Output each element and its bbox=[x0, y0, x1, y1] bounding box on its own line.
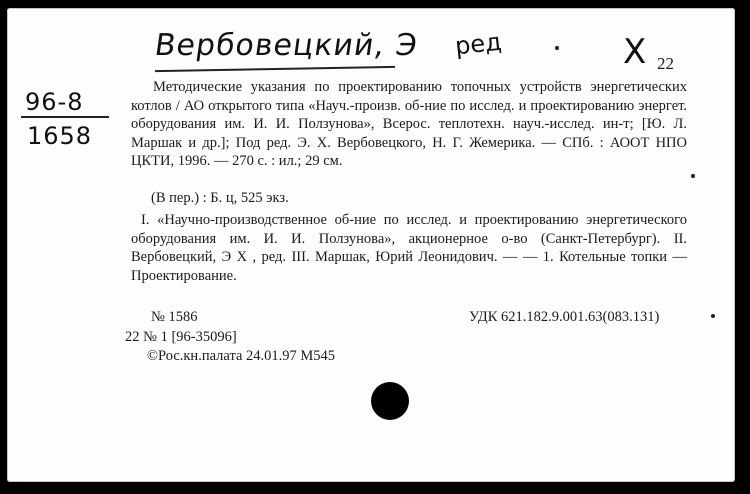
book-chamber-stamp: ©Рос.кн.палата 24.01.97 М545 bbox=[147, 348, 336, 364]
tracings: I. «Научно-производственное об-ние по исслед. и проектированию энергетического оборудования им. И. И. Ползунова», акционерное о-во (Санкт-Петербург). II. Вербовецкий, Э Х , ред. III. Маршак, Юрий Леонидович. — — 1. Котельные топки — Проектирование. bbox=[131, 212, 687, 284]
author-underline bbox=[155, 66, 395, 72]
ink-speck bbox=[711, 314, 715, 318]
udk-classification: УДК 621.182.9.001.63(083.131) bbox=[469, 309, 660, 325]
card-number: 22 bbox=[657, 54, 674, 73]
punch-hole bbox=[371, 382, 409, 420]
handwritten-author: Вербовецкий, Э bbox=[152, 28, 421, 63]
registration-number: 22 № 1 [96-35096] bbox=[125, 329, 237, 345]
shelf-mark-divider bbox=[21, 116, 109, 118]
binding-price-run: (В пер.) : Б. ц, 525 экз. bbox=[151, 190, 289, 206]
handwritten-initial: Х bbox=[623, 32, 647, 72]
record-number: № 1586 bbox=[151, 309, 198, 325]
bibliographic-description: Методические указания по проектированию топочных устройств энергетических котлов / АО открытого типа «Науч.-произв. об-ние по исслед. и проектированию энергет. оборудования им. И. И. Ползунова», Всерос. теплотехн. науч.-исслед. ин-т; [Ю. Л. Маршак и др.]; Под ред. Э. Х. Вербовецкого, Н. Г. Жемерика. — СПб. : АООТ НПО ЦКТИ, 1996. — 270 с. : ил.; 29 см. bbox=[131, 79, 687, 169]
handwritten-editor-abbrev: ред bbox=[453, 27, 503, 61]
ink-speck bbox=[555, 46, 559, 50]
shelf-mark-bottom: 1658 bbox=[27, 122, 93, 150]
ink-speck bbox=[691, 174, 695, 178]
shelf-mark-top: 96-8 bbox=[25, 88, 84, 116]
catalog-card bbox=[7, 8, 735, 482]
